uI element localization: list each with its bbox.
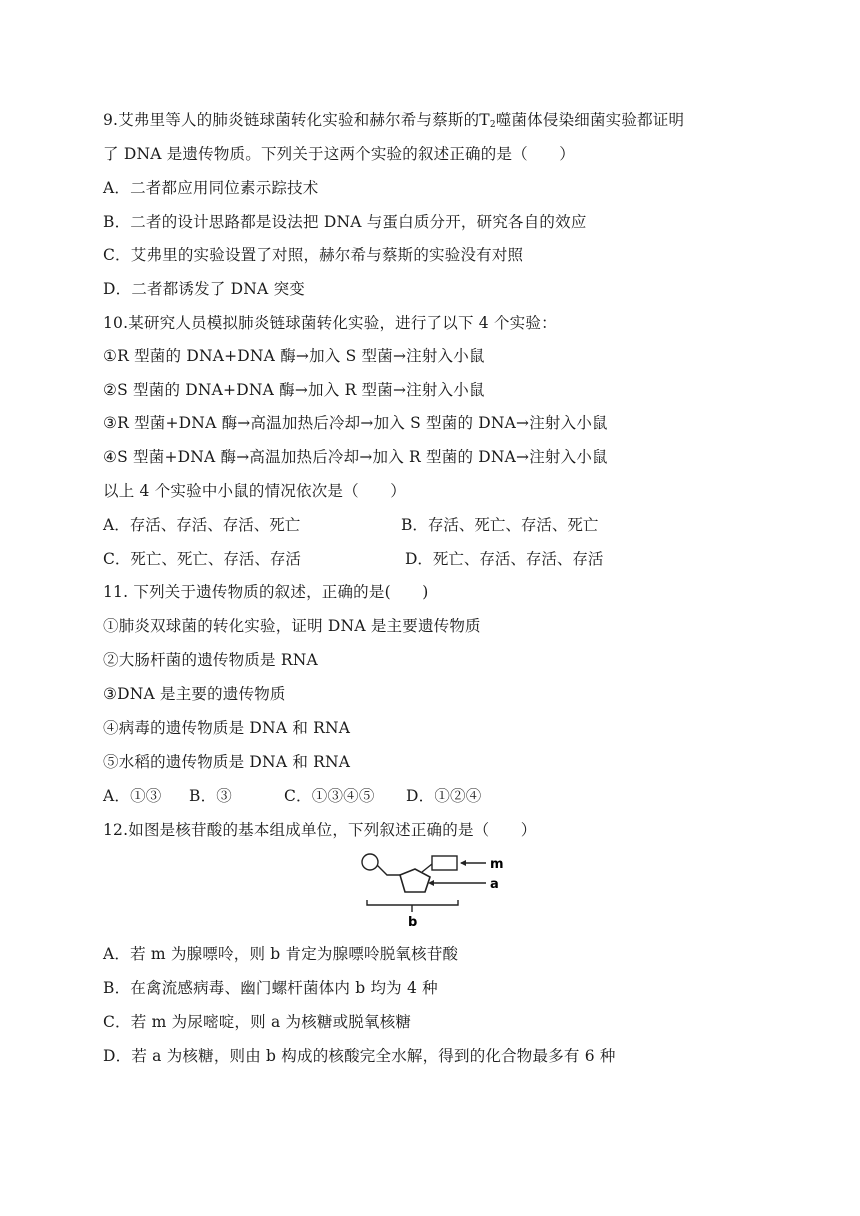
label-m: m: [490, 857, 504, 872]
q11-options: [103, 786, 481, 806]
q10-item-2: ②S 型菌的 DNA+DNA 酶→加入 R 型菌→注射入小鼠: [103, 381, 485, 399]
phosphate-circle: [362, 854, 378, 870]
q12-option-a: A．若 m 为腺嘌呤，则 b 肯定为腺嘌呤脱氧核苷酸: [103, 945, 459, 963]
q11-item-4: ④病毒的遗传物质是 DNA 和 RNA: [103, 719, 351, 737]
phosphate-bond-line: [377, 865, 400, 875]
q12-stem: 12.如图是核苷酸的基本组成单位，下列叙述正确的是（ ）: [103, 821, 537, 839]
q10-stem: 10.某研究人员模拟肺炎链球菌转化实验，进行了以下 4 个实验：: [103, 314, 557, 332]
q11-stem: 11. 下列关于遗传物质的叙述，正确的是( ): [103, 583, 429, 601]
q12-option-b: B．在禽流感病毒、幽门螺杆菌体内 b 均为 4 种: [103, 979, 438, 997]
q9-option-b: B．二者的设计思路都是设法把 DNA 与蛋白质分开，研究各自的效应: [103, 213, 587, 231]
q11-item-5: ⑤水稻的遗传物质是 DNA 和 RNA: [103, 753, 351, 771]
q9-stem-line1-b: 噬菌体侵染细菌实验都证明: [495, 111, 685, 129]
q10-option-d: D．死亡、存活、存活、存活: [405, 550, 604, 568]
q11-option-b: B．③: [189, 787, 232, 805]
q9-option-d: D．二者都诱发了 DNA 突变: [103, 280, 305, 298]
q9-stem-line1: [103, 110, 684, 135]
label-a: a: [490, 877, 499, 892]
base-bond-line: [422, 864, 432, 872]
q9-stem-line1-a: 9.艾弗里等人的肺炎链球菌转化实验和赫尔希与蔡斯的T: [103, 111, 490, 129]
q11-option-a: A．①③: [103, 787, 162, 805]
pentose-pentagon: [400, 869, 430, 892]
q10-option-c: C．死亡、死亡、存活、存活: [103, 550, 301, 568]
q10-question: 以上 4 个实验中小鼠的情况依次是（ ）: [103, 482, 406, 500]
q9-stem-line2: 了 DNA 是遗传物质。下列关于这两个实验的叙述正确的是（ ）: [103, 145, 575, 163]
q9-option-c: C．艾弗里的实验设置了对照，赫尔希与蔡斯的实验没有对照: [103, 246, 524, 264]
nucleotide-diagram: [360, 852, 510, 932]
q11-option-c: C．①③④⑤: [284, 787, 375, 805]
q10-option-a: A．存活、存活、存活、死亡: [103, 516, 301, 534]
bracket-b: [367, 900, 458, 905]
q10-item-4: ④S 型菌+DNA 酶→高温加热后冷却→加入 R 型菌的 DNA→注射入小鼠: [103, 448, 608, 466]
base-rectangle: [432, 856, 457, 870]
q10-item-1: ①R 型菌的 DNA+DNA 酶→加入 S 型菌→注射入小鼠: [103, 347, 485, 365]
q11-item-3: ③DNA 是主要的遗传物质: [103, 685, 286, 703]
q11-option-d: D．①②④: [406, 787, 482, 805]
q11-item-2: ②大肠杆菌的遗传物质是 RNA: [103, 651, 318, 669]
q10-item-3: ③R 型菌+DNA 酶→高温加热后冷却→加入 S 型菌的 DNA→注射入小鼠: [103, 414, 608, 432]
q12-option-d: D．若 a 为核糖，则由 b 构成的核酸完全水解，得到的化合物最多有 6 种: [103, 1047, 616, 1065]
label-b: b: [408, 915, 418, 930]
q9-option-a: A．二者都应用同位素示踪技术: [103, 179, 319, 197]
arrow-m-head-icon: [460, 860, 466, 866]
q10-option-b: B．存活、死亡、存活、死亡: [401, 516, 599, 534]
q9-stem-subscript: 2: [489, 120, 496, 130]
q12-option-c: C．若 m 为尿嘧啶，则 a 为核糖或脱氧核糖: [103, 1013, 412, 1031]
q11-item-1: ①肺炎双球菌的转化实验，证明 DNA 是主要遗传物质: [103, 617, 481, 635]
